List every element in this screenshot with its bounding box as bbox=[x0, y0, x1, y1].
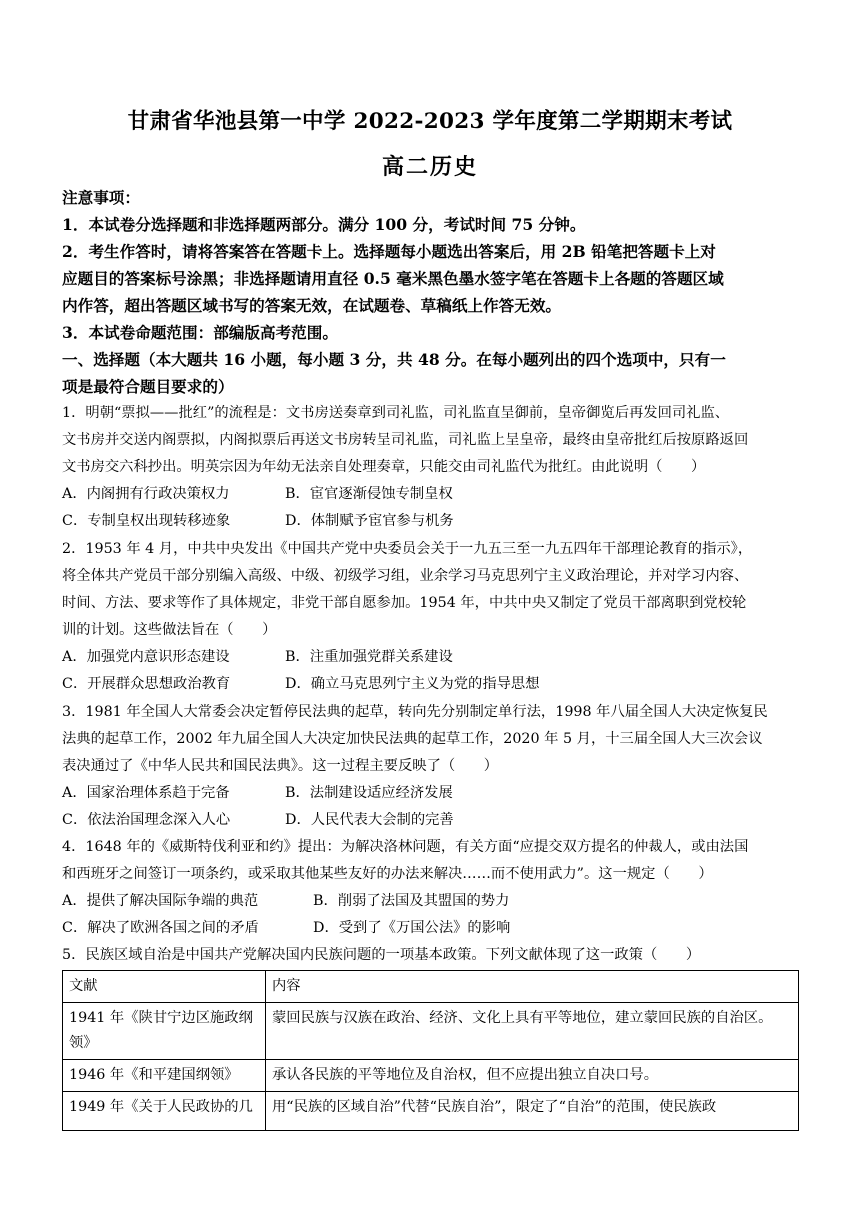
table-cell-content: 用“民族的区域自治”代替“民族自治”，限定了“自治”的范围，使民族政 bbox=[266, 1092, 799, 1131]
question-2-option-c: C．开展群众思想政治教育 bbox=[62, 676, 231, 692]
question-3-stem: 3．1981 年全国人大常委会决定暂停民法典的起草，转向先分别制定单行法，1998 年八届全国人大决定恢复民 bbox=[62, 704, 768, 720]
question-1-option-d: D．体制赋予宦官参与机务 bbox=[285, 513, 454, 529]
table-cell-content: 蒙回民族与汉族在政治、经济、文化上具有平等地位，建立蒙回民族的自治区。 bbox=[266, 1003, 799, 1060]
question-3-option-b: B．法制建设适应经济发展 bbox=[285, 785, 453, 801]
table-header-row bbox=[63, 971, 799, 1003]
section-heading: 一、选择题（本大题共 16 小题，每小题 3 分，共 48 分。在每小题列出的四个选项中，只有一 bbox=[62, 350, 726, 369]
question-4-option-d: D．受到了《万国公法》的影响 bbox=[313, 920, 511, 936]
notice-line: 3．本试卷命题范围：部编版高考范围。 bbox=[62, 323, 338, 342]
question-1-stem: 文书房交六科抄出。明英宗因为年幼无法亲自处理奏章，只能交由司礼监代为批红。由此说明（ ） bbox=[62, 459, 706, 475]
question-3-option-d: D．人民代表大会制的完善 bbox=[285, 812, 454, 828]
subject-title: 高二历史 bbox=[381, 154, 478, 180]
question-2-option-b: B．注重加强党群关系建设 bbox=[285, 649, 453, 665]
question-4-option-a: A．提供了解决国际争端的典范 bbox=[62, 893, 259, 909]
question-4-option-b: B．削弱了法国及其盟国的势力 bbox=[313, 893, 510, 909]
question-2-stem: 2．1953 年 4 月，中共中央发出《中国共产党中央委员会关于一九五三至一九五四年干部理论教育的指示》， bbox=[62, 541, 753, 557]
question-1-option-b: B．宦官逐渐侵蚀专制皇权 bbox=[285, 486, 453, 502]
table-cell-document: 1946 年《和平建国纲领》 bbox=[63, 1060, 266, 1092]
question-1-stem: 1．明朝“票拟——批红”的流程是：文书房送奏章到司礼监，司礼监直呈御前，皇帝御览后再发回司礼监、 bbox=[62, 405, 730, 421]
table-cell-document bbox=[63, 1003, 266, 1060]
section-heading: 项是最符合题目要求的） bbox=[62, 377, 234, 396]
cell-text-line: 1941 年《陕甘宁边区施政纲 bbox=[69, 1010, 253, 1026]
question-2-option-a: A．加强党内意识形态建设 bbox=[62, 649, 230, 665]
table-cell-document: 1949 年《关于人民政协的几 bbox=[63, 1092, 266, 1131]
question-5-stem: 5．民族区域自治是中国共产党解决国内民族问题的一项基本政策。下列文献体现了这一政策（ ） bbox=[62, 947, 701, 963]
question-2-stem: 训的计划。这些做法旨在（ ） bbox=[62, 622, 277, 638]
question-1-stem: 文书房并交送内阁票拟，内阁拟票后再送文书房转呈司礼监，司礼监上呈皇帝，最终由皇帝批红后按原路返回 bbox=[62, 432, 749, 448]
question-4-stem: 4．1648 年的《威斯特伐利亚和约》提出：为解决洛林问题，有关方面“应提交双方提名的仲裁人，或由法国 bbox=[62, 839, 749, 855]
question-3-option-a: A．国家治理体系趋于完备 bbox=[62, 785, 230, 801]
question-4-stem: 和西班牙之间签订一项条约，或采取其他某些友好的办法来解决……而不使用武力”。这一规定（ ） bbox=[62, 866, 713, 882]
question-4-option-c: C．解决了欧洲各国之间的矛盾 bbox=[62, 920, 259, 936]
table-header-cell: 内容 bbox=[266, 971, 799, 1003]
table-cell-content: 承认各民族的平等地位及自治权，但不应提出独立自决口号。 bbox=[266, 1060, 799, 1092]
table-header-cell: 文献 bbox=[63, 971, 266, 1003]
question-2-option-d: D．确立马克思列宁主义为党的指导思想 bbox=[285, 676, 540, 692]
exam-title: 甘肃省华池县第一中学 2022-2023 学年度第二学期期末考试 bbox=[127, 109, 733, 134]
question-3-option-c: C．依法治国理念深入人心 bbox=[62, 812, 231, 828]
notice-line: 1．本试卷分选择题和非选择题两部分。满分 100 分，考试时间 75 分钟。 bbox=[62, 215, 586, 234]
table-row bbox=[63, 1092, 799, 1131]
notice-line: 2．考生作答时，请将答案答在答题卡上。选择题每小题选出答案后，用 2B 铅笔把答题卡上对 bbox=[62, 242, 716, 261]
notice-line: 应题目的答案标号涂黑；非选择题请用直径 0.5 毫米黑色墨水签字笔在答题卡上各题的答题区域 bbox=[62, 269, 724, 288]
document-table bbox=[62, 970, 799, 1131]
notice-heading: 注意事项： bbox=[62, 188, 140, 207]
table-row bbox=[63, 1003, 799, 1060]
question-2-stem: 时间、方法、要求等作了具体规定，非党干部自愿参加。1954 年，中共中央又制定了党员干部离职到党校轮 bbox=[62, 595, 747, 611]
question-3-stem: 法典的起草工作，2002 年九届全国人大决定加快民法典的起草工作，2020 年 5 月，十三届全国人大三次会议 bbox=[62, 731, 763, 747]
cell-text-line: 领》 bbox=[69, 1035, 98, 1051]
notice-line: 内作答，超出答题区域书写的答案无效，在试题卷、草稿纸上作答无效。 bbox=[62, 296, 562, 315]
question-1-option-c: C．专制皇权出现转移迹象 bbox=[62, 513, 231, 529]
table-row bbox=[63, 1060, 799, 1092]
question-2-stem: 将全体共产党员干部分别编入高级、中级、初级学习组，业余学习马克思列宁主义政治理论，并对学习内容、 bbox=[62, 568, 749, 584]
question-3-stem: 表决通过了《中华人民共和国民法典》。这一过程主要反映了（ ） bbox=[62, 758, 499, 774]
question-1-option-a: A．内阁拥有行政决策权力 bbox=[62, 486, 230, 502]
